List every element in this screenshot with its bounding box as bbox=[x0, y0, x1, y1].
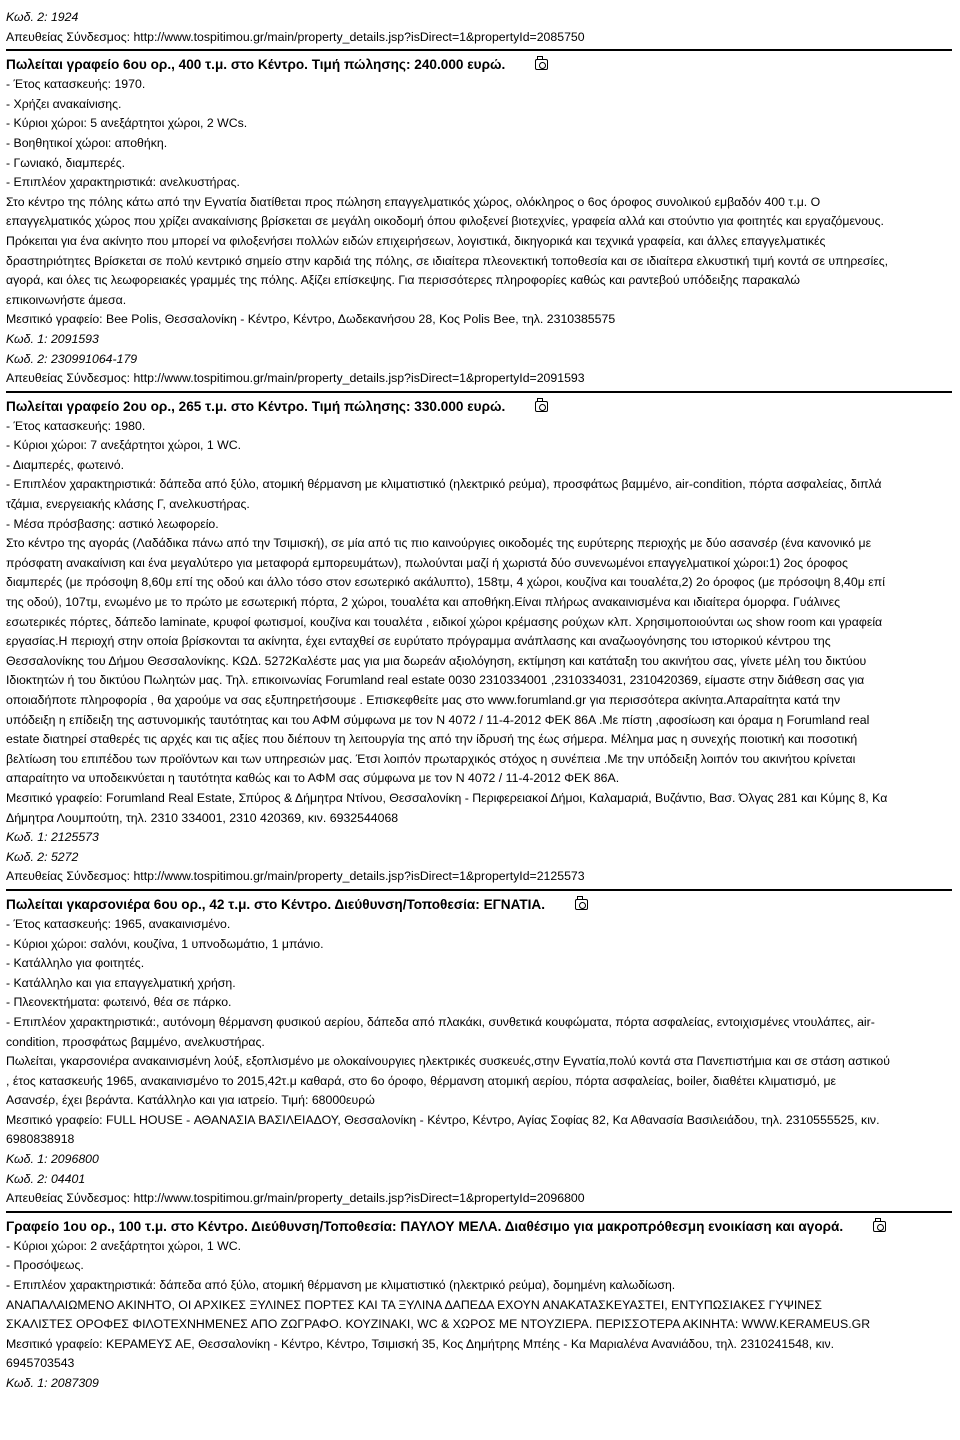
listing-title bbox=[6, 1217, 952, 1237]
listing-line: - Κύριοι χώροι: 7 ανεξάρτητοι χώροι, 1 WC. bbox=[6, 438, 242, 453]
listing-line: - Επιπλέον χαρακτηριστικά: ανελκυστήρας. bbox=[6, 175, 240, 190]
listing-line: - Κύριοι χώροι: 2 ανεξάρτητοι χώροι, 1 WC. bbox=[6, 1238, 242, 1253]
listing-title-text: Πωλείται γραφείο 2ου ορ., 265 τ.μ. στο Κέντρο. Τιμή πώλησης: 330.000 ευρώ. bbox=[6, 398, 506, 414]
listing-line: - Κατάλληλο για φοιτητές. bbox=[6, 956, 145, 971]
listing-line: βελτίωση του επιπέδου των προϊόντων και των υπηρεσιών μας. Έτσι λοιπόν πρωταρχικός στόχος η συνέπεια .Με την υπόδειξη λοιπόν του ακινήτου κρίνεται bbox=[6, 751, 856, 766]
listing-line: Μεσιτικό γραφείο: Bee Polis, Θεσσαλονίκη - Κέντρο, Κέντρο, Δωδεκανήσου 28, Κος Polis Bee, τηλ. 2310385575 bbox=[6, 312, 616, 327]
listing-line: - Κύριοι χώροι: σαλόνι, κουζίνα, 1 υπνοδωμάτιο, 1 μπάνιο. bbox=[6, 936, 324, 951]
listing-line: - Έτος κατασκευής: 1970. bbox=[6, 77, 146, 92]
listing-line: Ασανσέρ, έχει βεράντα. Κατάλληλο και για ιατρείο. Τιμή: 68000ευρώ bbox=[6, 1093, 375, 1108]
listing-code1: Κωδ. 1: 2125573 bbox=[6, 830, 99, 845]
listing bbox=[6, 397, 952, 887]
listing-line: Μεσιτικό γραφείο: FULL HOUSE - ΑΘΑΝΑΣΙΑ ΒΑΣΙΛΕΙΑΔΟΥ, Θεσσαλονίκη - Κέντρο, Κέντρο, Αγίας Σοφίας 82, Κα Αθανασία Βασιλειάδου, τηλ. 2310555525, κιν. bbox=[6, 1112, 880, 1127]
listing-line: - Επιπλέον χαρακτηριστικά:, αυτόνομη θέρμανση φυσικού αερίου, δάπεδα από πλακάκι, συνθετικά κουφώματα, πόρτα ασφαλείας, εντοιχισμένες ντουλάπες, air- bbox=[6, 1014, 875, 1029]
listing-line: Στο κέντρο της πόλης κάτω από την Εγνατία διατίθεται προς πώληση επαγγελματικός χώρος, ολόκληρος ο 6ος όροφος συνολικού εμβαδόν 400 τ.μ. Ο bbox=[6, 194, 821, 209]
top-code2: Κωδ. 2: 1924 bbox=[6, 10, 79, 24]
listing-line: Πωλείται, γκαρσονιέρα ανακαινισμένη λούξ, εξοπλισμένο με ολοκαίνουργιες ηλεκτρικές συσκευές,στην Εγνατία,πολύ κοντά στα Πανεπιστήμια και σε στάση αστικού bbox=[6, 1054, 890, 1069]
listing-title bbox=[6, 895, 952, 915]
listings bbox=[6, 55, 952, 1393]
listing-line: - Επιπλέον χαρακτηριστικά: δάπεδα από ξύλο, ατομική θέρμανση με κλιματιστικό (ηλεκτρικό ρεύμα), προσφάτως βαμμένο, air-condition, πόρτα ασφαλείας, διπλά bbox=[6, 477, 882, 492]
listing-line: - Βοηθητικοί χώροι: αποθήκη. bbox=[6, 135, 168, 150]
divider bbox=[6, 49, 952, 51]
camera-icon[interactable] bbox=[575, 899, 588, 910]
listing-line: Στο κέντρο της αγοράς (Λαδάδικα πάνω από την Τσιμισκή), σε μία από τις πιο καινούργιες οικοδομές της ευρύτερης περιοχής με δύο ασανσέρ (ένα κανονικό με bbox=[6, 536, 872, 551]
listing-direct-link[interactable]: Απευθείας Σύνδεσμος: http://www.tospitimou.gr/main/property_details.jsp?isDirect=1&propertyId=2125573 bbox=[6, 869, 585, 884]
listing-title bbox=[6, 55, 952, 75]
listing-title-text: Γραφείο 1ου ορ., 100 τ.μ. στο Κέντρο. Διεύθυνση/Τοποθεσία: ΠΑΥΛΟΥ ΜΕΛΑ. Διαθέσιμο για μακροπρόθεσμη ενοικίαση και αγορά. bbox=[6, 1218, 844, 1234]
listing-line: - Γωνιακό, διαμπερές. bbox=[6, 155, 126, 170]
listing-line: δραστηριότητες Βρίσκεται σε πολύ κεντρικό σημείο στην καρδιά της πόλης, σε ιδιαίτερα πλεονεκτική τοποθεσία και σε ιδιαίτερα ελκυστική τιμή κοντά σε υπηρεσίες, bbox=[6, 253, 889, 268]
listing-line: επικοινωνήστε άμεσα. bbox=[6, 292, 127, 307]
listing-line: Μεσιτικό γραφείο: ΚΕΡΑΜΕΥΣ ΑΕ, Θεσσαλονίκη - Κέντρο, Κέντρο, Τσιμισκή 35, Κος Δημήτρης Μπέης - Κα Μαριαλένα Ανανιάδου, τηλ. 2310241548, κιν. bbox=[6, 1336, 835, 1351]
listing-line: - Χρήζει ανακαίνισης. bbox=[6, 96, 122, 111]
camera-icon[interactable] bbox=[535, 59, 548, 70]
listing-line: εσωτερικές πόρτες, δάπεδο laminate, κρυφοί φωτισμοί, κουζίνα και τουαλέτα , ειδικοί χώροι κρέμασης ρούχων κλπ. Χρησιμοποιούνται ως show room και γραφεία bbox=[6, 614, 883, 629]
camera-icon[interactable] bbox=[535, 401, 548, 412]
listing-code1: Κωδ. 1: 2091593 bbox=[6, 331, 99, 346]
listing-line: ΑΝΑΠΑΛΑΙΩΜΕΝΟ ΑΚΙΝΗΤΟ, ΟΙ ΑΡΧΙΚΕΣ ΞΥΛΙΝΕΣ ΠΟΡΤΕΣ ΚΑΙ ΤΑ ΞΥΛΙΝΑ ΔΑΠΕΔΑ ΕΧΟΥΝ ΑΝΑΚΑΤΑΣΚΕΥΑΣΤΕΙ, ΕΝΤΥΠΩΣΙΑΚΕΣ ΓΥΨΙΝΕΣ bbox=[6, 1297, 822, 1312]
listing-line: ΣΚΑΛΙΣΤΕΣ ΟΡΟΦΕΣ ΦΙΛΟΤΕΧΝΗΜΕΝΕΣ ΑΠΟ ΖΩΓΡΑΦΟ. ΚΟΥΖΙΝΑΚΙ, WC & ΧΩΡΟΣ ΜΕ ΝΤΟΥΖΙΕΡΑ. ΠΕΡΙΣΣΟΤΕΡΑ ΑΚΙΝΗΤΑ: WWW.KERAMEUS.GR bbox=[6, 1317, 871, 1332]
listing-line: - Κατάλληλο και για επαγγελματική χρήση. bbox=[6, 975, 236, 990]
listing-direct-link[interactable]: Απευθείας Σύνδεσμος: http://www.tospitimou.gr/main/property_details.jsp?isDirect=1&propertyId=2091593 bbox=[6, 371, 585, 386]
top-direct-link[interactable]: Απευθείας Σύνδεσμος: http://www.tospitimou.gr/main/property_details.jsp?isDirect=1&propertyId=2085750 bbox=[6, 29, 585, 44]
listing-line: , έτος κατασκευής 1965, ανακαινισμένο το 2015,42τ.μ καθαρά, στο 6ο όροφο, θέρμανση ατομική αερίου, πόρτα ασφαλείας, boiler, διαθέτει κλιματισμό, με bbox=[6, 1073, 837, 1088]
listing-line: απαραίτητο να υποδεικνύεται η ταυτότητα καθώς και το ΑΦΜ σας σύμφωνα με τον Ν 4072 / 11-4-2012 ΦΕΚ 86Α. bbox=[6, 771, 620, 786]
listing-line: - Κύριοι χώροι: 5 ανεξάρτητοι χώροι, 2 WCs. bbox=[6, 116, 248, 131]
listing-code2: Κωδ. 2: 04401 bbox=[6, 1171, 86, 1186]
listing-line: 6980838918 bbox=[6, 1132, 75, 1147]
listing-line: - Προσόψεως. bbox=[6, 1258, 84, 1273]
listing-line: αγορά, και όλες τις λεωφορειακές γραμμές της πόλης. Αξίζει επίσκεψης. Για περισσότερες πληροφορίες καθώς και ραντεβού υπόδειξης παρακαλώ bbox=[6, 273, 801, 288]
camera-icon[interactable] bbox=[873, 1221, 886, 1232]
listing-title-text: Πωλείται γκαρσονιέρα 6ου ορ., 42 τ.μ. στο Κέντρο. Διεύθυνση/Τοποθεσία: ΕΓΝΑΤΙΑ. bbox=[6, 896, 545, 912]
listing-line: Δήμητρα Λουμπούτη, τηλ. 2310 334001, 2310 420369, κιν. 6932544068 bbox=[6, 810, 399, 825]
divider bbox=[6, 1211, 952, 1213]
listing-line: 6945703543 bbox=[6, 1356, 75, 1371]
listing-line: πρόσφατη ανακαίνιση και ένα μεγαλύτερο για μεταφορά εμπορευμάτων), πωλούνται μαζί ή χωριστά δύο συνενωμένοι επαγγελματικοί χώροι:1) 2ος όροφος bbox=[6, 555, 848, 570]
listing-line: - Πλεονεκτήματα: φωτεινό, θέα σε πάρκο. bbox=[6, 995, 232, 1010]
listing-code1: Κωδ. 1: 2087309 bbox=[6, 1376, 99, 1390]
listing-line: estate διατηρεί σταθερές τις αρχές και τις αξίες που διέπουν τη λειτουργία της από την ίδρυσή της έως σήμερα. Μέλημα μας η συνεχής ποιοτική και ποσοτική bbox=[6, 732, 858, 747]
listing-line: οποιαδήποτε πληροφορία , θα χαρούμε να σας εξυπηρετήσουμε . Επισκεφθείτε μας στο www.forumland.gr για περισσότερα ακίνητα.Απαραίτητα κατά την bbox=[6, 693, 841, 707]
listing bbox=[6, 895, 952, 1209]
listing-code2: Κωδ. 2: 230991064-179 bbox=[6, 351, 138, 366]
listing-line: Ιδιοκτητών ή του δικτύου Πωλητών μας. Τηλ. επικοινωνίας Forumland real estate 0030 2310334001 ,2310334031, 2310420369, είμαστε στην διάθεση σας για bbox=[6, 673, 865, 688]
listing-line: της οδού), 107τμ, ενωμένο με το πρώτο με εσωτερική πόρτα, 2 χώροι, τουαλέτα και αποθήκη.Είναι πλήρως ανακαινισμένα και ιδιαίτερα όμορφα. Γυάλινες bbox=[6, 595, 841, 610]
document bbox=[6, 8, 952, 1394]
listing-line: Θεσσαλονίκης του Δήμου Θεσσαλονίκης. ΚΩΔ. 5272Καλέστε μας για μια δωρεάν αξιολόγηση, εκτίμηση και κατάταξη του ακινήτου σας, γίνετε μέλη του δικτύου bbox=[6, 653, 867, 668]
listing-line: Μεσιτικό γραφείο: Forumland Real Estate, Σπύρος & Δήμητρα Ντίνου, Θεσσαλονίκη - Περιφερειακοί Δήμοι, Καλαμαριά, Βυζάντιο, Βασ. Όλγας 281 και Κύμης 8, Κα bbox=[6, 790, 888, 805]
listing-line: επαγγελματικός χώρος που χρίζει ανακαίνισης βρίσκεται σε μεγάλη οικοδομή όπου φιλοξενεί βιοτεχνίες, γραφεία αλλά και στούντιο για φοιτητές και εργαζόμενους. bbox=[6, 214, 884, 229]
listing-line: - Διαμπερές, φωτεινό. bbox=[6, 457, 125, 472]
listing-title-text: Πωλείται γραφείο 6ου ορ., 400 τ.μ. στο Κέντρο. Τιμή πώλησης: 240.000 ευρώ. bbox=[6, 57, 506, 73]
listing-line: - Έτος κατασκευής: 1965, ανακαινισμένο. bbox=[6, 916, 231, 931]
listing-line: διαμπερές (με πρόσοψη 8,60μ επί της οδού και άλλο τόσο στον εσωτερικό ακάλυπτο), 158τμ, 4 χώροι, κουζίνα και τουαλέτα,2) 2ο όροφος (με πρόσοψη 8,40μ επί bbox=[6, 575, 885, 590]
listing-line: εργασίας.Η περιοχή στην οποία βρίσκονται τα ακίνητα, έχει ενταχθεί σε ευρύτατο πρόγραμμα ανάπλασης και αναζωογόνησης του ιστορικού κέντρου της bbox=[6, 634, 831, 649]
listing-line: Πρόκειται για ένα ακίνητο που μπορεί να φιλοξενήσει πολλών ειδών επιχειρήσεων, λογιστικά, δικηγορικά και τεχνικά γραφεία, και άλλες επαγγελματικές bbox=[6, 233, 826, 248]
listing-line: - Επιπλέον χαρακτηριστικά: δάπεδα από ξύλο, ατομική θέρμανση με κλιματιστικό (ηλεκτρικό ρεύμα), δομημένη καλωδίωση. bbox=[6, 1278, 676, 1293]
divider bbox=[6, 889, 952, 891]
divider bbox=[6, 391, 952, 393]
listing bbox=[6, 1217, 952, 1394]
listing-line: τζάμια, ενεργειακής κλάσης Γ, ανελκυστήρας. bbox=[6, 497, 250, 512]
listing-code1: Κωδ. 1: 2096800 bbox=[6, 1152, 99, 1167]
listing-line: condition, προσφάτως βαμμένο, ανελκυστήρας. bbox=[6, 1034, 265, 1049]
listing-line: υπόδειξη η επίδειξη της αστυνομικής ταυτότητας και του ΑΦΜ σύμφωνα με τον Ν 4072 / 11-4-2012 ΦΕΚ 86Α .Με πίστη ,αφοσίωση και όραμα η Forumland real bbox=[6, 712, 870, 727]
listing-line: - Μέσα πρόσβασης: αστικό λεωφορείο. bbox=[6, 516, 219, 531]
listing-line: - Έτος κατασκευής: 1980. bbox=[6, 418, 146, 433]
listing-direct-link[interactable]: Απευθείας Σύνδεσμος: http://www.tospitimou.gr/main/property_details.jsp?isDirect=1&propertyId=2096800 bbox=[6, 1191, 585, 1206]
listing-title bbox=[6, 397, 952, 417]
listing-code2: Κωδ. 2: 5272 bbox=[6, 849, 79, 864]
listing bbox=[6, 55, 952, 389]
